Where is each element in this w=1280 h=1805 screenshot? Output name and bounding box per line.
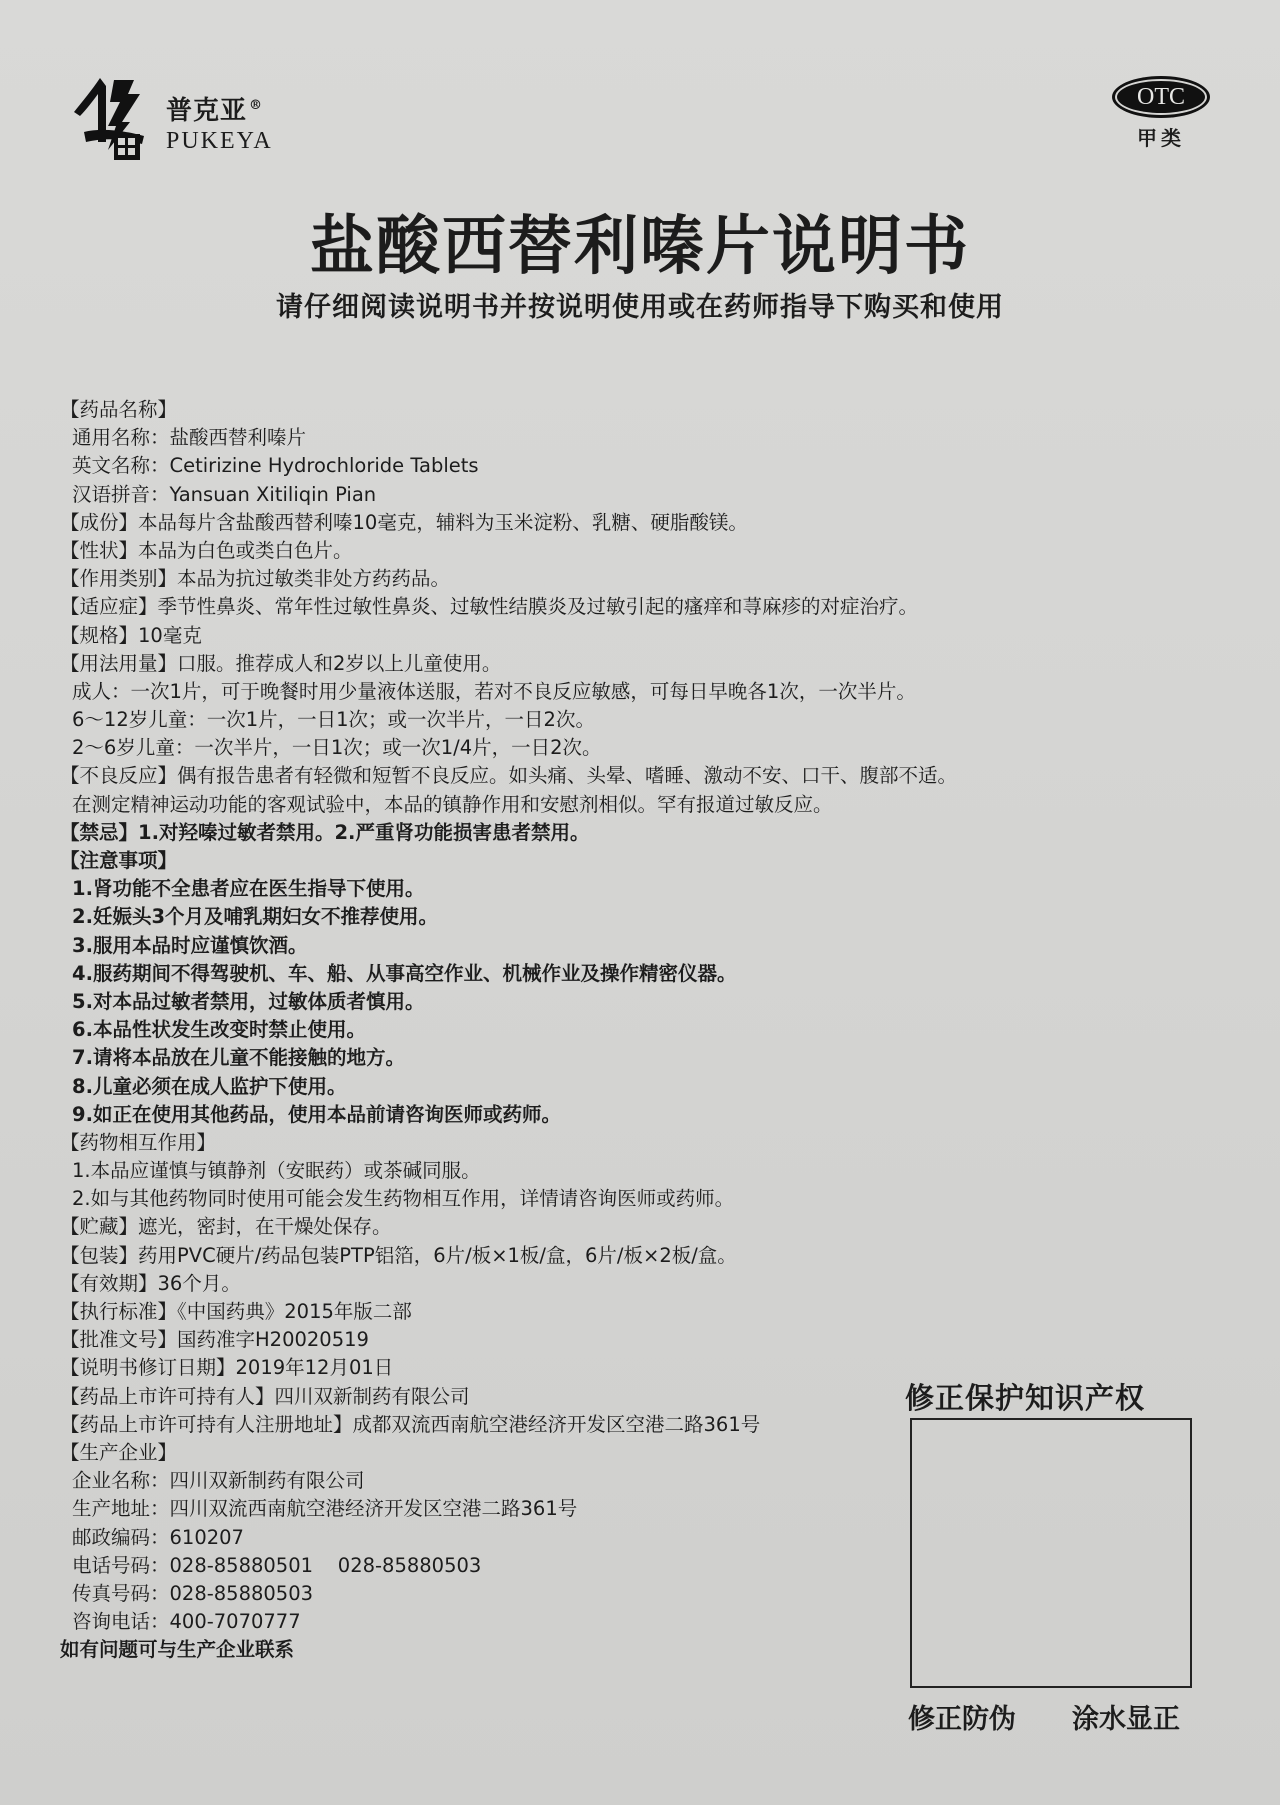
- manufacturer-address-line: 生产地址：四川双流西南航空港经济开发区空港二路361号: [72, 1497, 578, 1521]
- anti-counterfeit-label: 修正防伪: [908, 1704, 1016, 1735]
- postal-code-line: 邮政编码：610207: [72, 1525, 244, 1549]
- category-line: 【作用类别】本品为抗过敏类非处方药药品。: [60, 567, 451, 591]
- ingredients-line: 【成份】本品每片含盐酸西替利嗪10毫克，辅料为玉米淀粉、乳糖、硬脂酸镁。: [60, 510, 748, 534]
- license-holder-address-line: 【药品上市许可持有人注册地址】成都双流西南航空港经济开发区空港二路361号: [60, 1412, 761, 1436]
- anti-counterfeit-box: [910, 1418, 1192, 1688]
- contraindications-line: 【禁忌】1.对羟嗪过敏者禁用。2.严重肾功能损害患者禁用。: [60, 820, 590, 844]
- standard-line: 【执行标准】《中国药典》2015年版二部: [60, 1300, 412, 1323]
- pinyin-name-line: 汉语拼音：Yansuan Xitiliqin Pian: [72, 482, 377, 506]
- ip-protection-title: 修正保护知识产权: [905, 1381, 1146, 1415]
- dosage-child-6-12-line: 6～12岁儿童：一次1片，一日1次；或一次半片，一日2次。: [72, 708, 595, 732]
- hotline-line: 咨询电话：400-7070777: [72, 1610, 301, 1634]
- otc-label: OTC: [1115, 79, 1207, 115]
- dosage-line: 【用法用量】口服。推荐成人和2岁以上儿童使用。: [60, 651, 502, 675]
- otc-class-label: 甲类: [1137, 126, 1185, 150]
- section-header: 【药物相互作用】: [60, 1130, 217, 1154]
- license-holder-line: 【药品上市许可持有人】四川双新制药有限公司: [60, 1384, 470, 1408]
- appearance-line: 【性状】本品为白色或类白色片。: [60, 538, 353, 562]
- manufacturer-name-line: 企业名称：四川双新制药有限公司: [72, 1469, 365, 1493]
- interaction-item: 2.如与其他药物同时使用可能会发生药物相互作用，详情请咨询医师或药师。: [72, 1187, 735, 1211]
- fax-line: 传真号码：028-85880503: [72, 1581, 314, 1605]
- water-reveal-label: 涂水显正: [1072, 1704, 1180, 1735]
- brand-name-cn: 普克亚 ®: [166, 96, 264, 126]
- precaution-item: 9.如正在使用其他药品，使用本品前请咨询医师或药师。: [72, 1102, 561, 1126]
- precaution-item: 6.本品性状发生改变时禁止使用。: [72, 1018, 366, 1042]
- approval-number-line: 【批准文号】国药准字H20020519: [60, 1328, 369, 1352]
- otc-badge: [1112, 76, 1210, 118]
- document-title: 盐酸西替利嗪片说明书: [310, 210, 970, 284]
- dosage-adult-line: 成人：一次1片，可于晚餐时用少量液体送服，若对不良反应敏感，可每日早晚各1次，一次半片。: [72, 679, 916, 703]
- xiuzheng-logo-icon: [70, 72, 150, 164]
- precaution-item: 1.肾功能不全患者应在医生指导下使用。: [72, 877, 425, 901]
- section-header: 【注意事项】: [60, 849, 178, 872]
- adverse-reactions-cont-line: 在测定精神运动功能的客观试验中，本品的镇静作用和安慰剂相似。罕有报道过敏反应。: [72, 792, 833, 816]
- precaution-item: 7.请将本品放在儿童不能接触的地方。: [72, 1046, 405, 1070]
- adverse-reactions-line: 【不良反应】偶有报告患者有轻微和短暂不良反应。如头痛、头晕、嗜睡、激动不安、口干、腹部不适。: [60, 764, 958, 788]
- indications-line: 【适应症】季节性鼻炎、常年性过敏性鼻炎、过敏性结膜炎及过敏引起的瘙痒和荨麻疹的对症治疗。: [60, 595, 919, 619]
- revision-date-line: 【说明书修订日期】2019年12月01日: [60, 1356, 394, 1380]
- english-name-line: 英文名称：Cetirizine Hydrochloride Tablets: [72, 454, 479, 478]
- brand-name-en: PUKEYA: [166, 128, 273, 154]
- section-header: 【生产企业】: [60, 1440, 178, 1464]
- precaution-item: 4.服药期间不得驾驶机、车、船、从事高空作业、机械作业及操作精密仪器。: [72, 961, 737, 985]
- phone-line: 电话号码：028-85880501 028-85880503: [72, 1553, 482, 1577]
- specification-line: 【规格】10毫克: [60, 623, 202, 647]
- package-line: 【包装】药用PVC硬片/药品包装PTP铝箔，6片/板×1板/盒，6片/板×2板/盒。: [60, 1243, 737, 1267]
- storage-line: 【贮藏】遮光，密封，在干燥处保存。: [60, 1215, 392, 1239]
- dosage-child-2-6-line: 2～6岁儿童：一次半片，一日1次；或一次1/4片，一日2次。: [72, 736, 602, 760]
- interaction-item: 1.本品应谨慎与镇静剂（安眠药）或茶碱同服。: [72, 1159, 481, 1183]
- precaution-item: 8.儿童必须在成人监护下使用。: [72, 1074, 347, 1098]
- precaution-item: 2.妊娠头3个月及哺乳期妇女不推荐使用。: [72, 905, 439, 929]
- expiry-line: 【有效期】36个月。: [60, 1271, 241, 1295]
- precaution-item: 5.对本品过敏者禁用，过敏体质者慎用。: [72, 989, 425, 1013]
- precaution-item: 3.服用本品时应谨慎饮酒。: [72, 933, 308, 957]
- generic-name-line: 通用名称：盐酸西替利嗪片: [72, 426, 307, 450]
- contact-note: 如有问题可与生产企业联系: [60, 1638, 295, 1662]
- document-subtitle: 请仔细阅读说明书并按说明使用或在药师指导下购买和使用: [276, 292, 1004, 323]
- brand-logo: [70, 72, 310, 167]
- section-header: 【药品名称】: [60, 398, 178, 421]
